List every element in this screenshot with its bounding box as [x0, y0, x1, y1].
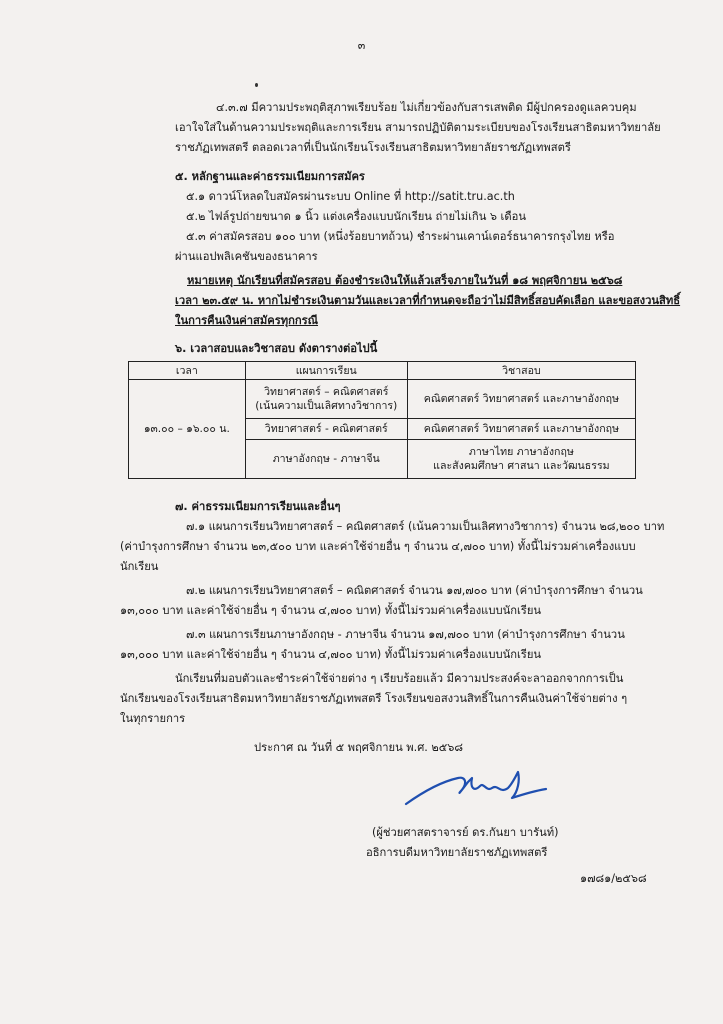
table-header-row	[129, 362, 636, 380]
subject-cell: คณิตศาสตร์ วิทยาศาสตร์ และภาษาอังกฤษ	[407, 380, 635, 419]
subject-cell	[407, 440, 635, 479]
exam-schedule-table	[128, 361, 636, 479]
item-7-3-line-1: ๗.๓ แผนการเรียนภาษาอังกฤษ - ภาษาจีน จำนวน ๑๗,๗๐๐ บาท (ค่าบำรุงการศึกษา จำนวน	[186, 628, 625, 641]
item-7-1-line-1: ๗.๑ แผนการเรียนวิทยาศาสตร์ – คณิตศาสตร์ (เน้นความเป็นเลิศทางวิชาการ) จำนวน ๒๘,๒๐๐ บาท	[186, 520, 665, 533]
subject-line-2: และสังคมศึกษา ศาสนา และวัฒนธรรม	[433, 460, 610, 472]
note-line-3: ในการคืนเงินค่าสมัครทุกกรณี	[175, 314, 319, 327]
plan-name: วิทยาศาสตร์ – คณิตศาสตร์	[264, 386, 389, 398]
signer-position: อธิการบดีมหาวิทยาลัยราชภัฏเทพสตรี	[366, 846, 548, 859]
header-subject: วิชาสอบ	[407, 362, 635, 380]
item-7-1-line-3: นักเรียน	[120, 560, 159, 573]
signer-name: (ผู้ช่วยศาสตราจารย์ ดร.กันยา บารันท์)	[372, 826, 559, 839]
refund-line-3: ในทุกรายการ	[120, 712, 186, 725]
plan-note: (เน้นความเป็นเลิศทางวิชาการ)	[255, 400, 398, 412]
refund-line-1: นักเรียนที่มอบตัวและชำระค่าใช้จ่ายต่าง ๆ เรียบร้อยแล้ว มีความประสงค์จะลาออกจากการเป็น	[175, 672, 624, 685]
item-5-2: ๕.๒ ไฟล์รูปถ่ายขนาด ๑ นิ้ว แต่งเครื่องแบบนักเรียน ถ่ายไม่เกิน ๖ เดือน	[186, 210, 527, 223]
note-line-1: หมายเหตุ นักเรียนที่สมัครสอบ ต้องชำระเงินให้แล้วเสร็จภายในวันที่ ๑๘ พฤศจิกายน ๒๕๖๘	[187, 274, 623, 287]
page-number: ๓	[357, 39, 366, 52]
subject-line-1: ภาษาไทย ภาษาอังกฤษ	[468, 446, 574, 458]
item-7-1-line-2: (ค่าบำรุงการศึกษา จำนวน ๒๓,๕๐๐ บาท และค่าใช้จ่ายอื่น ๆ จำนวน ๔,๗๐๐ บาท) ทั้งนี้ไม่รวมค่าเครื่องแบบ	[120, 540, 636, 553]
table-row	[129, 380, 636, 419]
section-7-heading: ๗. ค่าธรรมเนียมการเรียนและอื่นๆ	[175, 500, 341, 513]
item-5-3-line-1: ๕.๓ ค่าสมัครสอบ ๑๐๐ บาท (หนึ่งร้อยบาทถ้วน) ชำระผ่านเคาน์เตอร์ธนาคารกรุงไทย หรือ	[186, 230, 615, 243]
plan-cell	[245, 380, 407, 419]
header-time: เวลา	[129, 362, 246, 380]
signature-image	[400, 764, 550, 814]
clause-4-3-7-line-1: ๔.๓.๗ มีความประพฤติสุภาพเรียบร้อย ไม่เกี่ยวข้องกับสารเสพติด มีผู้ปกครองดูแลควบคุม	[216, 101, 637, 114]
item-7-2-line-2: ๑๓,๐๐๐ บาท และค่าใช้จ่ายอื่น ๆ จำนวน ๔,๗๐๐ บาท) ทั้งนี้ไม่รวมค่าเครื่องแบบนักเรียน	[120, 604, 542, 617]
announcement-date: ประกาศ ณ วันที่ ๕ พฤศจิกายน พ.ศ. ๒๕๖๘	[254, 741, 463, 754]
section-5-heading: ๕. หลักฐานและค่าธรรมเนียมการสมัคร	[175, 170, 365, 183]
document-number: ๑๗๘๑/๒๕๖๘	[580, 872, 647, 885]
clause-4-3-7-line-2: เอาใจใส่ในด้านความประพฤติและการเรียน สามารถปฏิบัติตามระเบียบของโรงเรียนสาธิตมหาวิทยาลัย	[175, 121, 661, 134]
item-5-1: ๕.๑ ดาวน์โหลดใบสมัครผ่านระบบ Online ที่ http://satit.tru.ac.th	[186, 190, 515, 203]
plan-cell: วิทยาศาสตร์ - คณิตศาสตร์	[245, 419, 407, 440]
subject-cell: คณิตศาสตร์ วิทยาศาสตร์ และภาษาอังกฤษ	[407, 419, 635, 440]
header-plan: แผนการเรียน	[245, 362, 407, 380]
item-7-2-line-1: ๗.๒ แผนการเรียนวิทยาศาสตร์ – คณิตศาสตร์ จำนวน ๑๗,๗๐๐ บาท (ค่าบำรุงการศึกษา จำนวน	[186, 584, 643, 597]
clause-4-3-7-line-3: ราชภัฏเทพสตรี ตลอดเวลาที่เป็นนักเรียนโรงเรียนสาธิตมหาวิทยาลัยราชภัฏเทพสตรี	[175, 141, 571, 154]
time-cell: ๑๓.๐๐ – ๑๖.๐๐ น.	[129, 380, 246, 479]
item-5-3-line-2: ผ่านแอปพลิเคชันของธนาคาร	[175, 250, 318, 263]
item-7-3-line-2: ๑๓,๐๐๐ บาท และค่าใช้จ่ายอื่น ๆ จำนวน ๔,๗๐๐ บาท) ทั้งนี้ไม่รวมค่าเครื่องแบบนักเรียน	[120, 648, 542, 661]
refund-line-2: นักเรียนของโรงเรียนสาธิตมหาวิทยาลัยราชภัฏเทพสตรี โรงเรียนขอสงวนสิทธิ์ในการคืนเงินค่าใช้จ่ายต่าง ๆ	[120, 692, 628, 705]
note-line-2: เวลา ๒๓.๕๙ น. หากไม่ชำระเงินตามวันและเวลาที่กำหนดจะถือว่าไม่มีสิทธิ์สอบคัดเลือก และขอสงวนสิทธิ์	[175, 294, 681, 307]
ink-dot	[255, 83, 258, 87]
plan-cell: ภาษาอังกฤษ - ภาษาจีน	[245, 440, 407, 479]
section-6-heading: ๖. เวลาสอบและวิชาสอบ ดังตารางต่อไปนี้	[175, 342, 378, 355]
